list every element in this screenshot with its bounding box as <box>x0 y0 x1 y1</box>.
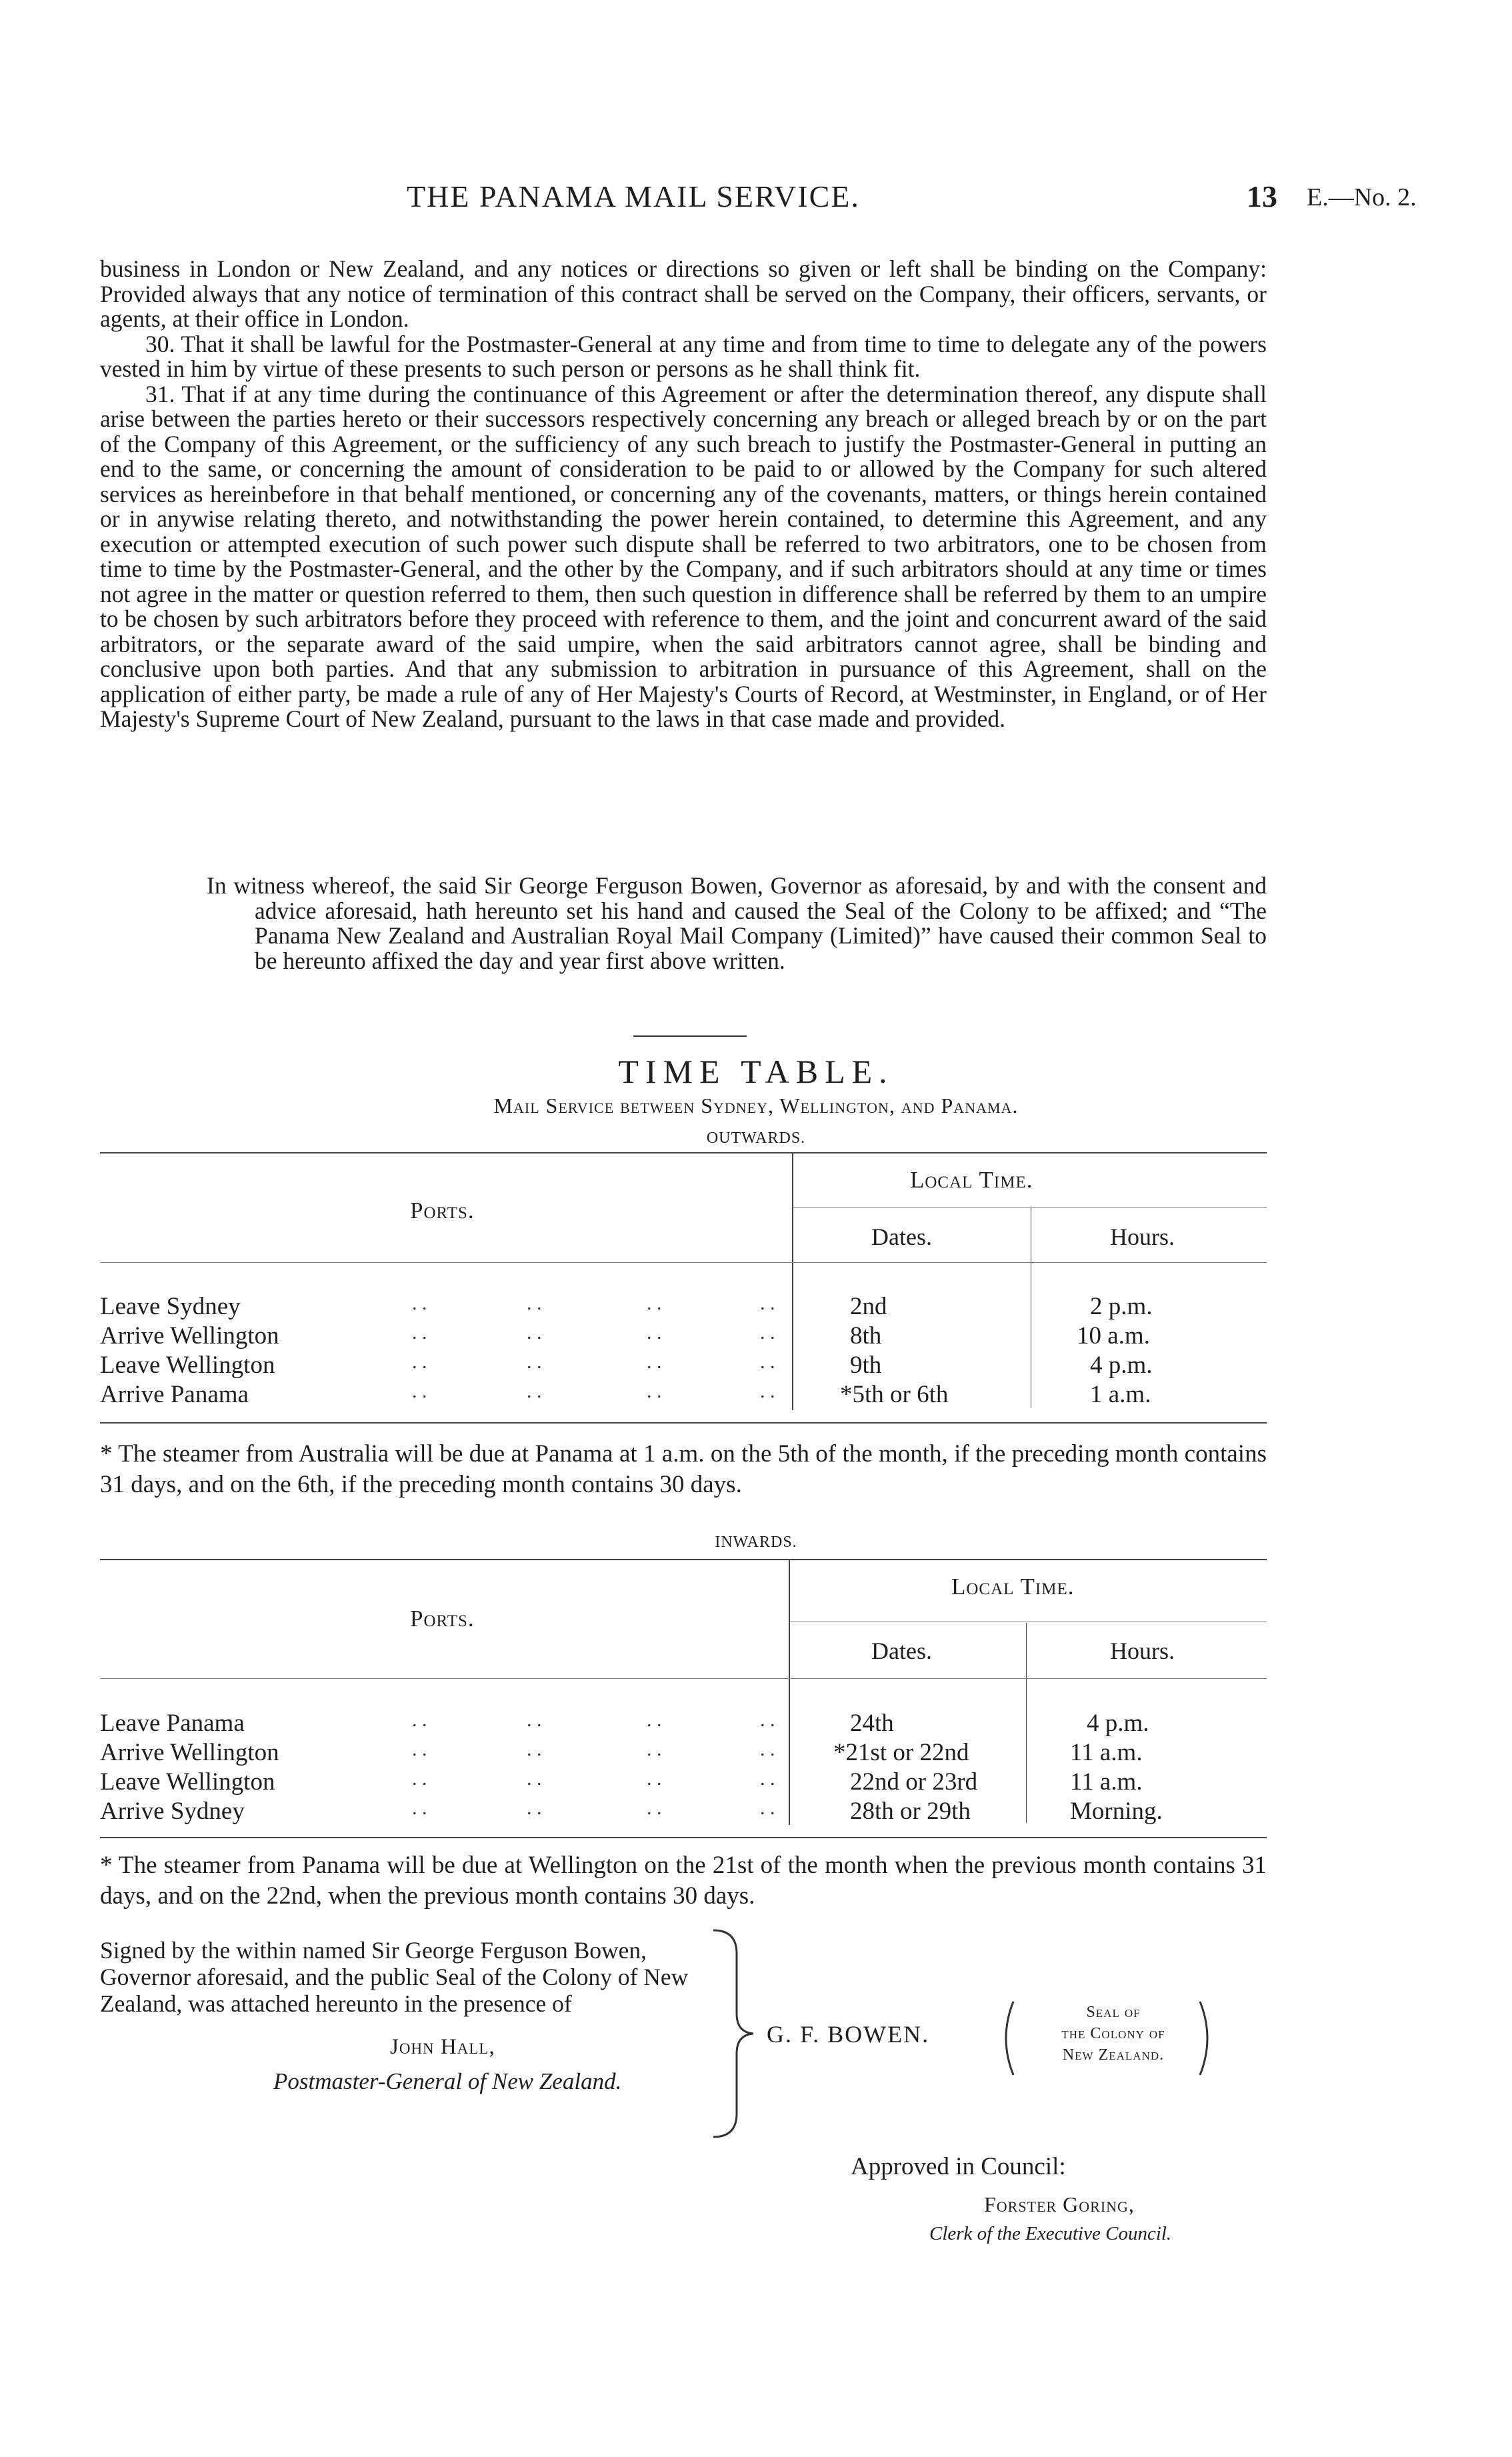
port-cell: Leave Wellington <box>100 1768 275 1796</box>
leader-dots: . . <box>412 1709 427 1731</box>
leader-dots: . . <box>527 1768 542 1790</box>
leader-dots: . . <box>412 1351 427 1373</box>
paragraph-31: 31. That if at any time during the continuance of this Agreement or after the determination thereof, any dispute shall arise between the parties hereto or their successors respectively concerning any breach or alleged breach by or on the part of the Company of this Agreement, or the sufficiency of any such breach to justify the Postmaster-General in putting an end to the same, or concerning the amount of consideration to be paid to or allowed by the Company for such altered services as hereinbefore in that behalf mentioned, or concerning any of the covenants, matters, or things herein contained or in anywise relating thereto, and notwithstanding the power herein contained, to determine this Agreement, and any execution or attempted execution of such power such dispute shall be referred to two arbitrators, one to be chosen from time to time by the Postmaster-General, and the other by the Company, and if such arbitrators should at any time or times not agree in the matter or question referred to them, then such question in difference shall be referred by them to an umpire to be chosen by such arbitrators before they proceed with reference to them, and the joint and concurrent award of the said arbitrators, or the separate award of the said umpire, when the said arbitrators cannot agree, shall be binding and conclusive upon both parties. And that any submission to arbitration in pursuance of this Agreement, shall on the application of either party, be made a rule of any of Her Majesty's Courts of Record, at Westminster, in England, or of Her Majesty's Supreme Court of New Zealand, pursuant to the laws in that case made and provided. <box>100 380 1267 732</box>
port-cell: Arrive Sydney <box>100 1798 245 1825</box>
port-cell: Leave Sydney <box>100 1293 241 1320</box>
page-title: THE PANAMA MAIL SERVICE. <box>407 179 860 213</box>
date-cell: 9th <box>850 1352 882 1379</box>
table-row <box>100 1292 1267 1322</box>
leader-dots: . . <box>412 1768 427 1790</box>
witness-name: John Hall, <box>390 2035 495 2059</box>
inwards-header-rule <box>100 1678 1267 1679</box>
outwards-local-time-header: Local Time. <box>910 1167 1033 1193</box>
leader-dots: . . <box>647 1738 662 1760</box>
leader-dots: . . <box>647 1768 662 1790</box>
hour-cell: 11 a.m. <box>1070 1739 1143 1766</box>
outwards-ports-divider <box>792 1152 793 1276</box>
leader-dots: . . <box>760 1738 775 1760</box>
inwards-footnote: * The steamer from Panama will be due at Wellington on the 21st of the month when the previous month contains 31 days, and on the 22nd, when the previous month contains 30 days. <box>100 1852 1267 1910</box>
date-cell: 22nd or 23rd <box>850 1768 978 1796</box>
seal-line-2: the Colony of <box>1061 2025 1165 2042</box>
seal-annotation <box>993 1995 1220 2102</box>
attestation-paragraph: Signed by the within named Sir George Ferguson Bowen, Governor aforesaid, and the public Seal of the Colony of New Zealand, was attached hereunto in the presence of <box>100 1937 689 2017</box>
leader-dots: . . <box>647 1380 662 1402</box>
outwards-label: OUTWARDS. <box>706 1129 806 1147</box>
port-cell: Leave Wellington <box>100 1352 275 1379</box>
hour-cell: 4 p.m. <box>1087 1710 1149 1737</box>
seal-text <box>1020 2002 1207 2066</box>
clerk-name: Forster Goring, <box>984 2192 1135 2216</box>
leader-dots: . . <box>527 1380 542 1402</box>
signatory-name: G. F. BOWEN. <box>767 2021 930 2048</box>
leader-dots: . . <box>527 1797 542 1819</box>
leader-dots: . . <box>647 1351 662 1373</box>
outwards-hours-header: Hours. <box>1110 1223 1175 1250</box>
leader-dots: . . <box>760 1380 775 1402</box>
outwards-bottom-rule <box>100 1422 1267 1424</box>
leader-dots: . . <box>760 1709 775 1731</box>
seal-line-3: New Zealand. <box>1062 2046 1165 2064</box>
date-cell: 8th <box>850 1322 882 1350</box>
inwards-bottom-rule <box>100 1837 1267 1838</box>
hour-cell: 2 p.m. <box>1090 1293 1153 1320</box>
leader-dots: . . <box>760 1292 775 1314</box>
witness-clause <box>207 873 1267 973</box>
table-row <box>100 1738 1267 1768</box>
paragraph-continuation: business in London or New Zealand, and any notices or directions so given or left shall be binding on the Company: Provided always that any notice of termination of this contract shall be served on the Company, their officers, servants, or agents, at their office in London. <box>100 255 1267 332</box>
date-cell: 28th or 29th <box>850 1798 971 1825</box>
leader-dots: . . <box>527 1709 542 1731</box>
date-cell: 2nd <box>850 1293 887 1320</box>
section-divider <box>633 1035 747 1037</box>
hour-cell: 4 p.m. <box>1090 1352 1153 1379</box>
page-number: 13 <box>1247 179 1277 213</box>
leader-dots: . . <box>760 1322 775 1344</box>
leader-dots: . . <box>527 1292 542 1314</box>
outwards-ports-header: Ports. <box>410 1197 475 1223</box>
date-cell: *21st or 22nd <box>833 1739 969 1766</box>
leader-dots: . . <box>647 1709 662 1731</box>
clerk-title: Clerk of the Executive Council. <box>929 2223 1172 2244</box>
approved-in-council: Approved in Council: <box>851 2153 1066 2180</box>
inwards-label: INWARDS. <box>715 1534 797 1551</box>
right-brace-icon <box>700 1927 760 2140</box>
port-cell: Leave Panama <box>100 1710 245 1737</box>
witness-title: Postmaster-General of New Zealand. <box>273 2068 622 2094</box>
document-reference: E.—No. 2. <box>1307 183 1417 211</box>
outwards-header-rule <box>100 1262 1267 1263</box>
leader-dots: . . <box>760 1797 775 1819</box>
outwards-dates-header: Dates. <box>871 1223 932 1250</box>
table-row <box>100 1322 1267 1351</box>
outwards-footnote: * The steamer from Australia will be due at Panama at 1 a.m. on the 5th of the month, if the preceding month contains 31 days, and on the 6th, if the preceding month contains 30 days. <box>100 1440 1267 1498</box>
table-row <box>100 1351 1267 1380</box>
inwards-ports-divider <box>789 1559 790 1682</box>
attestation-text <box>100 1937 740 2017</box>
table-row <box>100 1380 1267 1410</box>
table-row <box>100 1797 1267 1826</box>
port-cell: Arrive Panama <box>100 1381 249 1408</box>
leader-dots: . . <box>412 1380 427 1402</box>
seal-line-1: Seal of <box>1086 2004 1141 2021</box>
leader-dots: . . <box>760 1768 775 1790</box>
leader-dots: . . <box>760 1351 775 1373</box>
outwards-top-rule <box>100 1152 1267 1153</box>
agreement-text <box>100 257 1267 732</box>
leader-dots: . . <box>647 1797 662 1819</box>
leader-dots: . . <box>412 1322 427 1344</box>
witness-paragraph: In witness whereof, the said Sir George Ferguson Bowen, Governor as aforesaid, by and with the consent and advice aforesaid, hath hereunto set his hand and caused the Seal of the Colony to be affixed; and “The Panama New Zealand and Australian Royal Mail Company (Limited)” have caused their common Seal to be hereunto affixed the day and year first above written. <box>207 872 1267 974</box>
inwards-local-time-header: Local Time. <box>951 1574 1075 1600</box>
leader-dots: . . <box>527 1322 542 1344</box>
timetable-subtitle: Mail Service between Sydney, Wellington, and Panama. <box>493 1093 1019 1117</box>
timetable-title: TIME TABLE. <box>618 1053 894 1090</box>
table-row <box>100 1709 1267 1738</box>
page-header <box>0 179 1512 219</box>
inwards-hours-header: Hours. <box>1110 1638 1175 1664</box>
leader-dots: . . <box>527 1738 542 1760</box>
paragraph-30: 30. That it shall be lawful for the Postmaster-General at any time and from time to time to delegate any of the powers vested in him by virtue of these presents to such person or persons as he shall think fit. <box>100 330 1267 382</box>
hour-cell: Morning. <box>1070 1798 1163 1825</box>
leader-dots: . . <box>647 1322 662 1344</box>
leader-dots: . . <box>412 1292 427 1314</box>
leader-dots: . . <box>412 1738 427 1760</box>
date-cell: *5th or 6th <box>840 1381 949 1408</box>
port-cell: Arrive Wellington <box>100 1322 279 1350</box>
hour-cell: 1 a.m. <box>1090 1381 1151 1408</box>
leader-dots: . . <box>647 1292 662 1314</box>
inwards-ports-header: Ports. <box>410 1606 475 1632</box>
leader-dots: . . <box>527 1351 542 1373</box>
inwards-top-rule <box>100 1559 1267 1560</box>
inwards-dates-header: Dates. <box>871 1638 932 1664</box>
leader-dots: . . <box>412 1797 427 1819</box>
hour-cell: 11 a.m. <box>1070 1768 1143 1796</box>
hour-cell: 10 a.m. <box>1077 1322 1150 1350</box>
table-row <box>100 1768 1267 1797</box>
date-cell: 24th <box>850 1710 894 1737</box>
port-cell: Arrive Wellington <box>100 1739 279 1766</box>
